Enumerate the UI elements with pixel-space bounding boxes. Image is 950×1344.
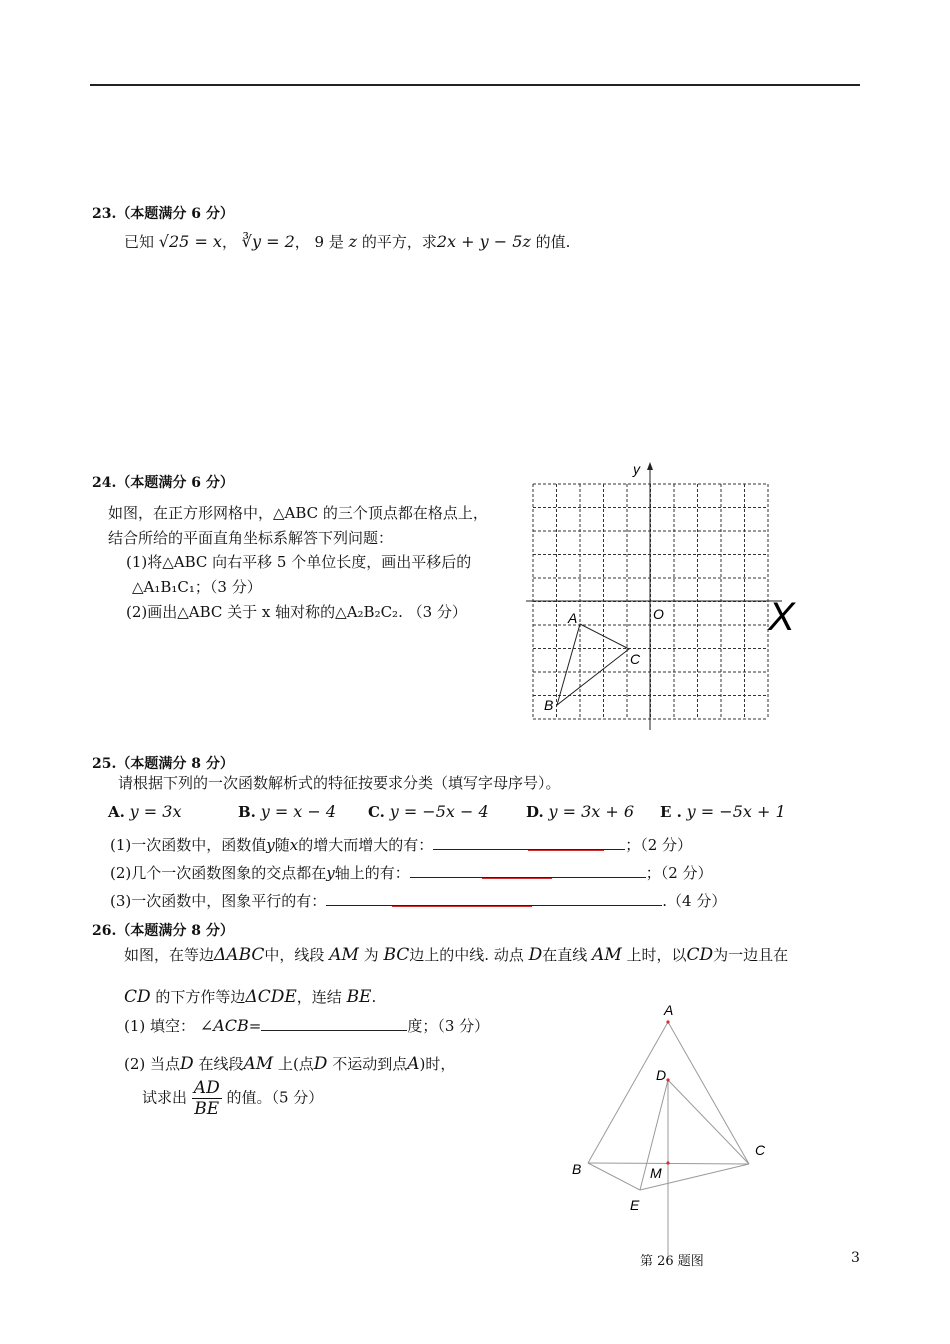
answer-blank-3[interactable] — [326, 891, 662, 906]
red-mark-2 — [482, 878, 552, 879]
q26-p1eq: = — [248, 1017, 262, 1035]
option-c-expr: y = −5x − 4 — [389, 802, 489, 821]
point-a-dot — [666, 1020, 669, 1023]
point-e-label: E — [630, 1197, 640, 1213]
q23-t3: 的平方，求 — [361, 233, 437, 251]
q25-intro: 请根据下列的一次函数解析式的特征按要求分类（填写字母序号）。 — [118, 774, 561, 792]
q26-part3 — [142, 1078, 323, 1119]
q26-line2 — [124, 986, 376, 1007]
option-b-label: B. — [238, 803, 256, 821]
q23-heading: 23.（本题满分 6 分） — [92, 206, 234, 222]
q26-p3a: 试求出 — [142, 1088, 188, 1107]
q26-l2a: 的下方作等边 — [155, 988, 246, 1006]
q26-l1m6: CD — [686, 945, 714, 965]
q24-line1: 如图，在正方形网格中，△ABC 的三个顶点都在格点上， — [108, 504, 488, 522]
q26-p1a: (1) 填空： — [124, 1017, 196, 1035]
q26-l1e: 在直线 — [542, 946, 588, 964]
q26-l1b: 中，线段 — [264, 946, 325, 964]
q26-p3b: 的值。（5 分） — [226, 1088, 324, 1107]
q23-t2: 9 是 — [314, 233, 344, 251]
q25-option-a — [108, 802, 181, 821]
q26-p2d: 不运动到点 — [332, 1055, 408, 1073]
q24-line5: (2)画出△ABC 关于 x 轴对称的△A₂B₂C₂. （3 分） — [126, 603, 467, 621]
option-b-expr: y = x − 4 — [260, 802, 337, 821]
point-c-label: C — [755, 1142, 766, 1158]
q25-p1b: 随 — [274, 836, 290, 854]
q25-p3b: .（4 分） — [662, 892, 727, 910]
vertex-c-label: C — [630, 651, 641, 667]
y-axis-arrow-icon — [647, 462, 653, 470]
q25-p2b: 轴上的有： — [334, 864, 410, 882]
q25-p2c: ；（2 分） — [645, 864, 713, 882]
q26-part2 — [124, 1053, 455, 1074]
q26-p2a: (2) 当点 — [124, 1055, 181, 1073]
q26-l1m3: BC — [383, 945, 410, 965]
q25-part2 — [110, 862, 713, 883]
q26-l1f: 上时，以 — [626, 946, 687, 964]
q26-triangle-figure — [560, 998, 790, 1278]
q24-heading: 24.（本题满分 6 分） — [92, 475, 234, 491]
q23-m1: √25 = x — [158, 232, 222, 251]
option-a-label: A. — [108, 803, 125, 821]
segment-be — [588, 1163, 640, 1190]
option-d-label: D. — [526, 803, 544, 821]
q24-line4: △A₁B₁C₁；（3 分） — [132, 578, 262, 596]
q26-p1m: ∠ACB — [199, 1016, 249, 1035]
fraction-ad-be — [192, 1078, 222, 1119]
q26-heading: 26.（本题满分 8 分） — [92, 923, 234, 939]
page-number: 3 — [851, 1250, 860, 1266]
q26-l2b: ，连结 — [296, 988, 342, 1006]
q26-l1g: 为一边且在 — [713, 946, 789, 964]
q23-m2: ∛y = 2 — [241, 232, 295, 251]
q25-option-e — [660, 802, 786, 821]
q26-line1 — [124, 944, 788, 965]
triangle-abc — [557, 624, 629, 705]
point-a-label: A — [664, 1002, 674, 1018]
q23-t4: 的值. — [535, 233, 571, 251]
q26-l1m5: AM — [592, 945, 622, 965]
vertex-b-label: B — [544, 697, 554, 713]
option-d-expr: y = 3x + 6 — [548, 802, 635, 821]
q25-part1 — [110, 834, 692, 855]
q23-t1: 已知 — [124, 233, 155, 251]
q25-p3a: (3)一次函数中，图象平行的有： — [110, 892, 327, 910]
q26-p2c: 上(点 — [277, 1055, 314, 1073]
fraction-denominator: BE — [194, 1099, 220, 1119]
side-ab — [588, 1022, 668, 1163]
q26-p2m2: AM — [243, 1054, 274, 1074]
option-c-label: C. — [368, 803, 385, 821]
q25-option-b — [238, 802, 336, 821]
q26-p2e: )时， — [419, 1055, 456, 1073]
q26-l1a: 如图，在等边 — [124, 946, 215, 964]
q23-sep2: ， — [294, 233, 310, 251]
answer-blank-1[interactable] — [433, 835, 625, 850]
q24-line2: 结合所给的平面直角坐标系解答下列问题： — [108, 529, 394, 547]
q26-l2m1: CD — [124, 987, 151, 1007]
red-mark-1 — [528, 850, 604, 851]
q25-option-d — [526, 802, 634, 821]
answer-blank-2[interactable] — [410, 863, 646, 878]
header-rule — [90, 84, 860, 86]
fraction-numerator: AD — [193, 1078, 220, 1098]
option-e-expr: y = −5x + 1 — [686, 802, 786, 821]
q25-option-c — [368, 802, 489, 821]
q26-l1c: 为 — [363, 946, 379, 964]
q25-p1v1: y — [266, 836, 275, 854]
q25-p1v2: x — [289, 836, 299, 854]
q23-m3: z — [348, 232, 358, 251]
q23-m4: 2x + y − 5z — [436, 232, 531, 251]
option-e-label: E . — [660, 803, 682, 821]
q26-p2m3: D — [313, 1054, 328, 1074]
q26-l1d: 边上的中线. 动点 — [409, 946, 524, 964]
q24-grid-figure — [520, 458, 810, 738]
q25-p2a: (2)几个一次函数图象的交点都在 — [110, 864, 327, 882]
option-a-expr: y = 3x — [129, 802, 182, 821]
q25-p1a: (1)一次函数中，函数值 — [110, 836, 267, 854]
x-axis-label: X — [768, 595, 795, 639]
vertex-a-label: A — [568, 610, 578, 626]
point-m-label: M — [650, 1165, 662, 1181]
origin-label: O — [653, 606, 664, 622]
figure-caption: 第 26 题图 — [640, 1254, 704, 1269]
point-b-label: B — [572, 1161, 582, 1177]
q26-l1m2: AM — [329, 945, 359, 965]
q25-heading: 25.（本题满分 8 分） — [92, 756, 234, 772]
q26-l1m4: D — [528, 945, 543, 965]
q26-l1m1: ΔABC — [214, 945, 265, 965]
q26-part1 — [124, 1015, 489, 1036]
red-mark-3 — [392, 906, 532, 907]
q25-p1d: ；（2 分） — [625, 836, 693, 854]
q26-p1b: 度；（3 分） — [407, 1017, 490, 1035]
q23-sep1: ， — [221, 233, 237, 251]
q26-l2m3: BE — [346, 987, 372, 1007]
point-d-label: D — [656, 1067, 667, 1083]
q24-line3: (1)将△ABC 向右平移 5 个单位长度，画出平移后的 — [126, 553, 472, 571]
point-d-dot — [666, 1078, 669, 1081]
answer-blank-angle[interactable] — [261, 1016, 407, 1031]
q26-p2m1: D — [180, 1054, 194, 1074]
q26-l2m2: ΔCDE — [245, 987, 297, 1007]
point-m-dot — [666, 1161, 669, 1164]
q26-p2m4: A — [407, 1054, 420, 1074]
q25-part3 — [110, 890, 726, 911]
q25-p1c: 的增大而增大的有： — [298, 836, 434, 854]
q26-l2c: . — [371, 988, 377, 1006]
q23-text — [124, 231, 570, 252]
y-axis-label: y — [633, 461, 640, 477]
q25-p2v: y — [326, 864, 335, 882]
q26-p2b: 在线段 — [198, 1055, 244, 1073]
